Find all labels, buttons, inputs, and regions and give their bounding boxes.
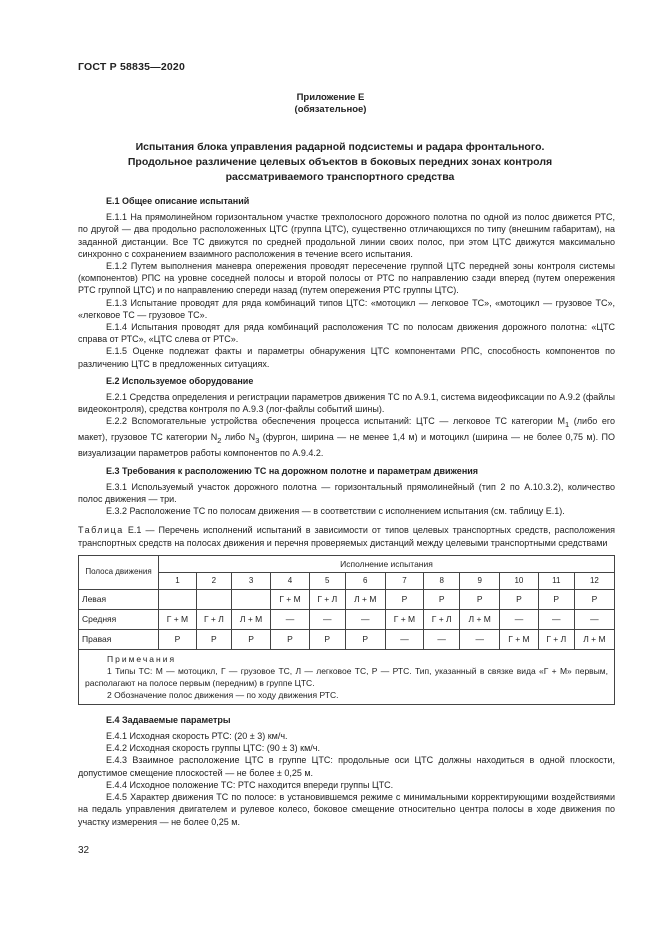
table-cell bbox=[196, 589, 231, 609]
table-cell: Г + Л bbox=[538, 629, 574, 649]
table-cell: Р bbox=[271, 629, 309, 649]
document-header: ГОСТ Р 58835—2020 bbox=[78, 61, 186, 73]
table-cell: Г + М bbox=[500, 629, 539, 649]
column-number: 6 bbox=[345, 572, 385, 589]
table-row bbox=[79, 609, 615, 629]
table-cell: — bbox=[500, 609, 539, 629]
e2-2-text-c: либо N bbox=[221, 432, 256, 443]
page-number: 32 bbox=[78, 845, 90, 856]
table-cell: Г + М bbox=[159, 609, 197, 629]
appendix-subtitle: (обязательное) bbox=[294, 104, 367, 115]
notes-title bbox=[85, 653, 608, 665]
section-heading-e2: Е.2 Используемое оборудование bbox=[106, 375, 254, 386]
table-cell: Г + М bbox=[271, 589, 309, 609]
paragraph-e2-1: Е.2.1 Средства определения и регистрации параметров движения ТС по А.9.1, система видеофиксации по А.9.2 (файлы видеоконтроля), средства контроля по А.9.3 (лог-файлы событий шины). bbox=[78, 392, 615, 415]
e2-2-text-d: (фургон, ширина — не менее 1,4 м) и мотоцикл (ширина — не более 0,75 м). ПО визуализации параметров работы компонентов по А.9.4.2. bbox=[78, 432, 615, 459]
table-notes bbox=[79, 649, 615, 704]
note-1: 1 Типы ТС: М — мотоцикл, Г — грузовое ТС, Л — легковое ТС, Р — РТС. Тип, указанный в связке вида «Г + М» первым, располагают на полосе первым (передним) в группе ЦТС. bbox=[85, 665, 608, 688]
document-body bbox=[78, 195, 615, 828]
column-number: 1 bbox=[159, 572, 197, 589]
table-cell: Г + Л bbox=[424, 609, 460, 629]
paragraph-e1-3: Е.1.3 Испытание проводят для ряда комбинаций типов ЦТС: «мотоцикл — легковое ТС», «мотоцикл — грузовое ТС», «легковое ТС — грузовое ТС». bbox=[78, 297, 615, 320]
lane-label: Средняя bbox=[79, 609, 159, 629]
table-cell: Л + М bbox=[345, 589, 385, 609]
e2-2-text-b: (либо его макет), грузовое ТС категории N bbox=[78, 416, 615, 443]
table-column-numbers bbox=[79, 572, 615, 589]
table-cell: Р bbox=[159, 629, 197, 649]
paragraph-e1-2: Е.1.2 Путем выполнения маневра опережения проводят пересечение группой ЦТС передней зоны контроля системы (компонентов) РПС на уровне соседней полосы и второй полосы от РТС по направлению сзади вперед (путем опережения РТС группой ЦТС) и по направлению спереди назад (путем опережения РТС группы ЦТС). bbox=[78, 261, 615, 296]
column-number: 10 bbox=[500, 572, 539, 589]
column-number: 8 bbox=[424, 572, 460, 589]
paragraph-e4-2: Е.4.2 Исходная скорость группы ЦТС: (90 ± 3) км/ч. bbox=[106, 743, 320, 754]
e2-2-text-a: Е.2.2 Вспомогательные устройства обеспечения процесса испытаний: ЦТС — легковое ТС категории М bbox=[106, 416, 565, 427]
table-cell: Г + Л bbox=[196, 609, 231, 629]
table-cell: Р bbox=[385, 589, 423, 609]
table-caption bbox=[78, 524, 615, 548]
paragraph-e1-4: Е.1.4 Испытания проводят для ряда комбинаций расположения ТС по полосам движения дорожного полотна: «ЦТС справа от РТС», «ЦТС слева от РТС». bbox=[78, 322, 615, 345]
table-cell: — bbox=[271, 609, 309, 629]
appendix-heading bbox=[90, 140, 590, 185]
table-cell: — bbox=[345, 609, 385, 629]
column-number: 12 bbox=[574, 572, 614, 589]
paragraph-e1-5: Е.1.5 Оценке подлежат факты и параметры обнаружения ЦТС компонентами РПС, способность компонентов по различению ЦТС в предложенных ситуациях. bbox=[78, 346, 615, 369]
table-cell: Р bbox=[538, 589, 574, 609]
column-number: 2 bbox=[196, 572, 231, 589]
table-row bbox=[79, 629, 615, 649]
table-cell: Р bbox=[574, 589, 614, 609]
table-cell: — bbox=[385, 629, 423, 649]
table-cell: Р bbox=[231, 629, 270, 649]
lane-header: Полоса движения bbox=[79, 555, 159, 589]
table-cell: Р bbox=[345, 629, 385, 649]
paragraph-e3-2: Е.3.2 Расположение ТС по полосам движения — в соответствии с исполнением испытания (см. таблицу Е.1). bbox=[106, 506, 565, 517]
column-number: 11 bbox=[538, 572, 574, 589]
column-number: 5 bbox=[309, 572, 345, 589]
table-cell: Р bbox=[460, 589, 500, 609]
paragraph-e4-4: Е.4.4 Исходное положение ТС: РТС находится впереди группы ЦТС. bbox=[106, 779, 394, 790]
table-row bbox=[79, 589, 615, 609]
table-cell: — bbox=[538, 609, 574, 629]
table-cell bbox=[159, 589, 197, 609]
table-cell: Р bbox=[424, 589, 460, 609]
notes-title-text: Примечания bbox=[107, 653, 177, 664]
appendix-title: Приложение Е bbox=[296, 92, 365, 103]
lane-label: Правая bbox=[79, 629, 159, 649]
paragraph-e3-1: Е.3.1 Используемый участок дорожного полотна — горизонтальный прямолинейный (тип 2 по А.10.3.2), количество полос движения — три. bbox=[78, 481, 615, 505]
section-heading-e4: Е.4 Задаваемые параметры bbox=[106, 714, 231, 725]
execution-table bbox=[78, 555, 615, 705]
table-cell: Л + М bbox=[231, 609, 270, 629]
table-cell: — bbox=[309, 609, 345, 629]
column-number: 4 bbox=[271, 572, 309, 589]
table-cell: Р bbox=[196, 629, 231, 649]
table-cell: — bbox=[460, 629, 500, 649]
e2-2-sub-n2: 2 bbox=[217, 436, 222, 446]
column-number: 3 bbox=[231, 572, 270, 589]
heading-line-3: рассматриваемого транспортного средства bbox=[225, 171, 455, 183]
table-caption-text: Е.1 — Перечень исполнений испытаний в зависимости от типов целевых транспортных средств, расположения транспортных средств на полосах движения и перечня проверяемых дистанций между целевыми транспортными средствами bbox=[78, 525, 615, 548]
heading-line-2: Продольное различение целевых объектов в боковых передних зонах контроля bbox=[127, 156, 553, 168]
table-cell: Л + М bbox=[574, 629, 614, 649]
e2-2-sub-n3: 3 bbox=[255, 436, 260, 446]
paragraph-e4-3: Е.4.3 Взаимное расположение ЦТС в группе ЦТС: продольные оси ЦТС должны находиться в одной плоскости, допустимое смещение плоскостей — не более ± 0,25 м. bbox=[78, 755, 615, 778]
table-cell: Г + Л bbox=[309, 589, 345, 609]
table-cell: — bbox=[574, 609, 614, 629]
column-number: 7 bbox=[385, 572, 423, 589]
paragraph-e4-1: Е.4.1 Исходная скорость РТС: (20 ± 3) км/ч. bbox=[106, 731, 288, 742]
note-2: 2 Обозначение полос движения — по ходу движения РТС. bbox=[107, 689, 339, 700]
execution-header: Исполнение испытания bbox=[159, 555, 615, 572]
table-notes-row bbox=[79, 649, 615, 704]
section-heading-e3: Е.3 Требования к расположению ТС на дорожном полотне и параметрам движения bbox=[106, 465, 479, 476]
table-cell: Р bbox=[309, 629, 345, 649]
paragraph-e1-1: Е.1.1 На прямолинейном горизонтальном участке трехполосного дорожного полотна по одной из полос движется РТС, по другой — два продольно расположенных ЦТС (группа ЦТС), существенно отличающихся по типу (внешним габаритам), на заданной дистанции. Все ТС движутся по средней продольной линии своих полос, при этом ЦТС движутся максимально синхронно с сохранением взаимного расположения в течение всего испытания. bbox=[78, 212, 615, 259]
table-header-row bbox=[79, 555, 615, 572]
lane-label: Левая bbox=[79, 589, 159, 609]
e2-2-sub-m1: 1 bbox=[564, 420, 570, 430]
column-number: 9 bbox=[460, 572, 500, 589]
table-caption-label: Таблица bbox=[78, 525, 124, 536]
table-cell: Р bbox=[500, 589, 539, 609]
table-cell bbox=[231, 589, 270, 609]
section-heading-e1: Е.1 Общее описание испытаний bbox=[106, 196, 250, 206]
paragraph-e4-5: Е.4.5 Характер движения ТС по полосе: в установившемся режиме с минимальными корректирующими воздействиями на педаль управления двигателем и рулевое колесо, боковое смещение относительно центра полосы в ходе движения по участку измерения — не более 0,25 м. bbox=[78, 792, 615, 827]
paragraph-e2-2 bbox=[78, 415, 615, 459]
table-cell: — bbox=[424, 629, 460, 649]
heading-line-1: Испытания блока управления радарной подсистемы и радара фронтального. bbox=[135, 141, 545, 153]
table-cell: Л + М bbox=[460, 609, 500, 629]
table-cell: Г + М bbox=[385, 609, 423, 629]
